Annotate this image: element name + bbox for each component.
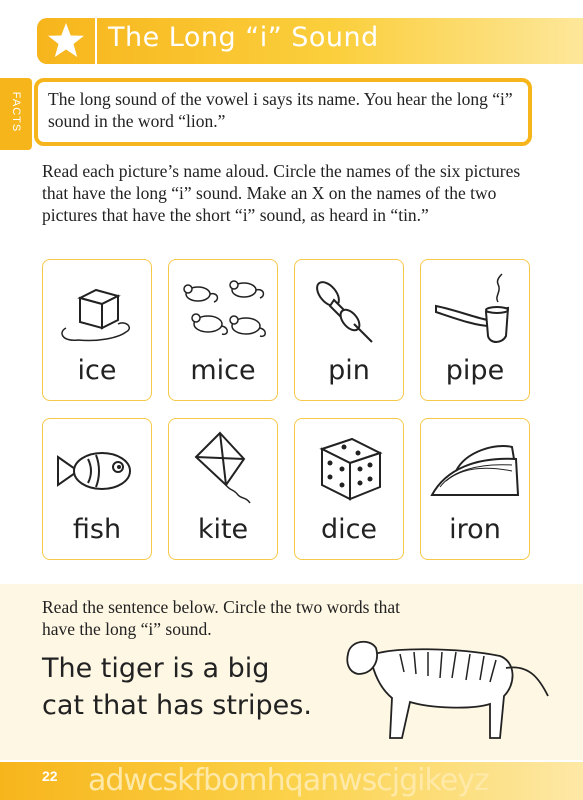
sentence-line-1[interactable]: The tiger is a big [42,653,270,684]
card-word[interactable]: mice [190,355,256,386]
card-fish[interactable] [42,418,152,560]
facts-text: The long sound of the vowel i says its name. You hear the long “i” sound in the word “lion.” [48,89,513,131]
fish-icon [48,429,146,509]
sentence-line-2[interactable]: cat that has stripes. [42,690,312,721]
star-icon [37,18,95,64]
decorative-alphabet: adwcskfbomhqanwscjgikeyz [88,763,489,798]
card-iron[interactable] [420,418,530,560]
dice-icon [300,429,398,509]
facts-tab-label: FACTS [10,91,22,133]
card-pin[interactable] [294,259,404,401]
practice-sentence [42,650,342,724]
kite-icon [174,429,272,509]
card-word[interactable]: ice [77,355,117,386]
push-pin-icon [300,270,398,350]
card-word[interactable]: dice [320,514,378,545]
mice-icon [174,270,272,350]
ice-cube-icon [48,270,146,350]
card-mice[interactable] [168,259,278,401]
page-title: The Long “i” Sound [108,22,379,53]
iron-icon [426,429,524,509]
card-word[interactable]: kite [197,514,249,545]
card-ice[interactable] [42,259,152,401]
card-word[interactable]: fish [72,514,122,545]
instructions-text: Read each picture’s name aloud. Circle the names of the six pictures that have the long “i” sound. Make an X on the names of the two pictures that have the short “i” sound, as heard in “tin.” [42,161,521,225]
header-divider [95,18,97,64]
sentence-instructions: Read the sentence below. Circle the two words that have the long “i” sound. [42,597,400,639]
pipe-icon [426,270,524,350]
card-word[interactable]: iron [449,514,501,545]
tiger-icon [340,628,552,744]
card-kite[interactable] [168,418,278,560]
page-number: 22 [42,768,58,784]
card-word[interactable]: pipe [445,355,505,386]
card-word[interactable]: pin [328,355,370,386]
card-dice[interactable] [294,418,404,560]
card-pipe[interactable] [420,259,530,401]
